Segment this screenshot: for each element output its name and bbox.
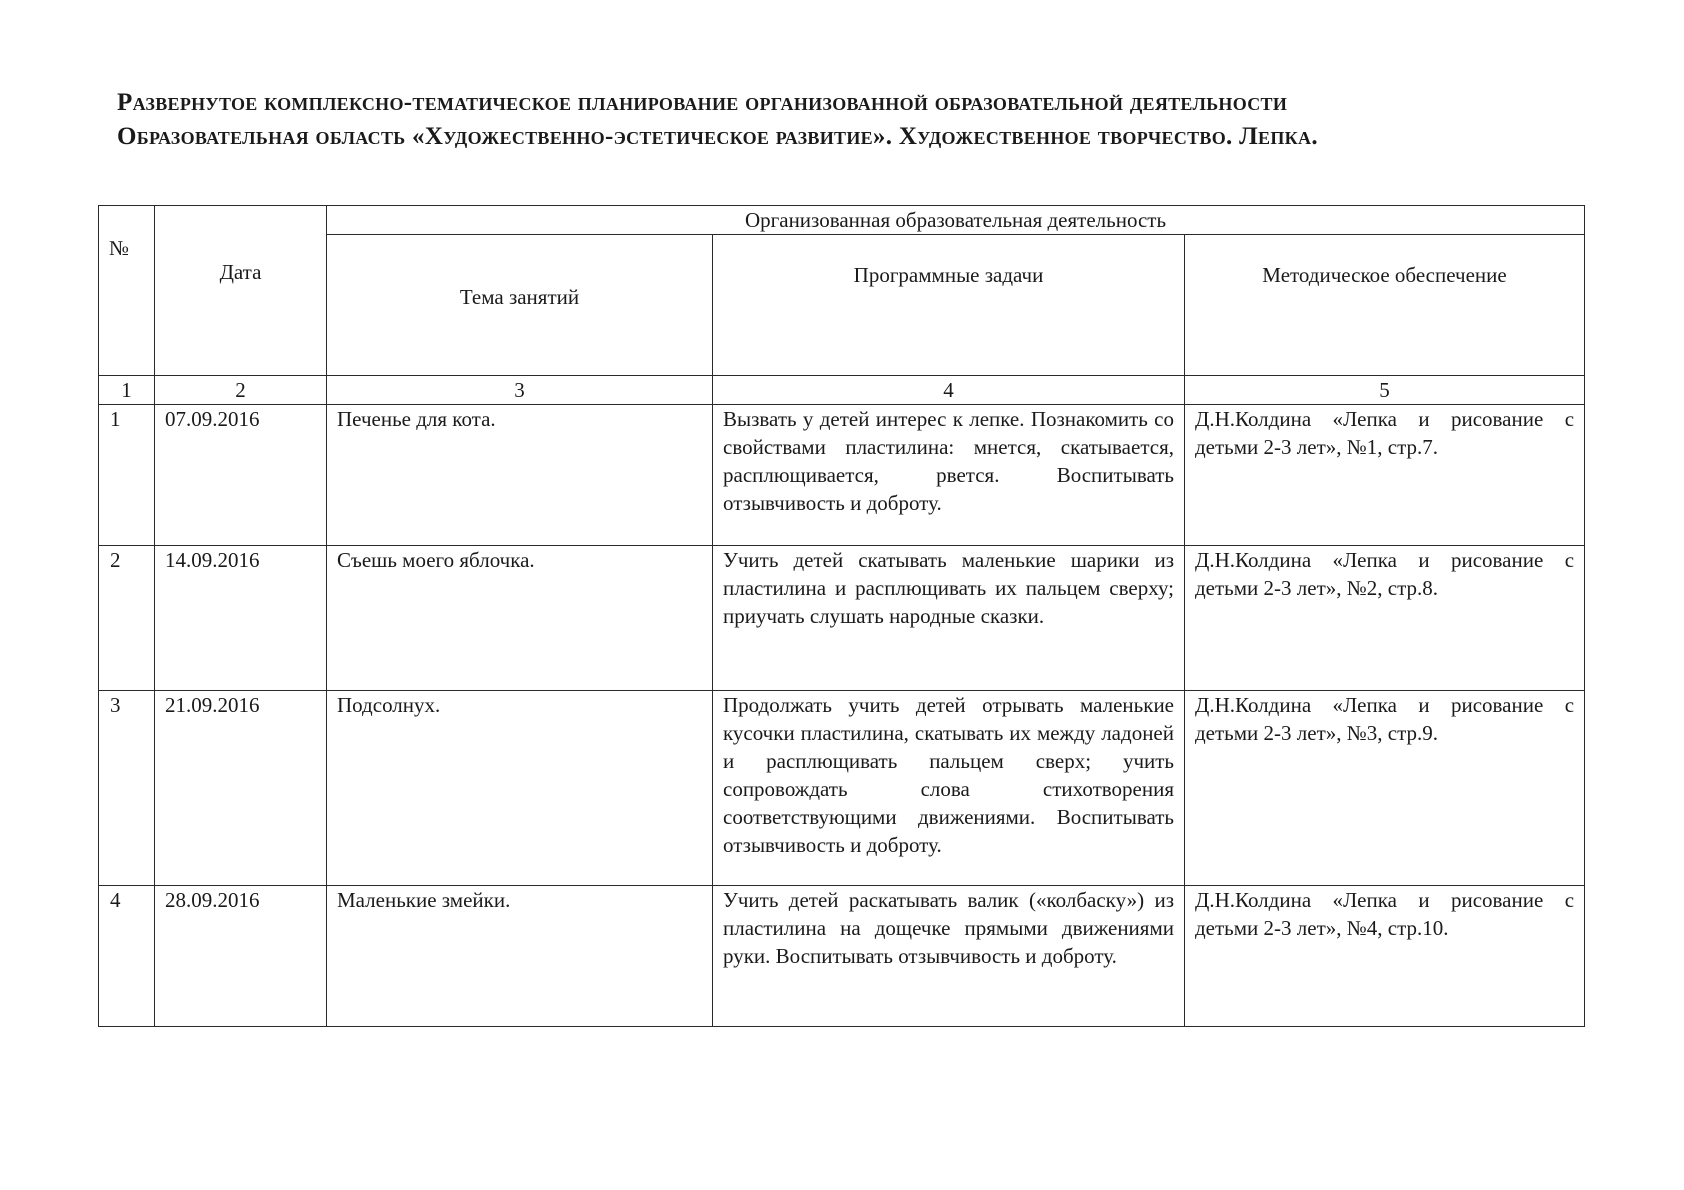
table-row: [99, 691, 1585, 886]
table-row: [99, 405, 1585, 546]
row-tasks: Учить детей раскатывать валик («колбаску») из пластилина на дощечке прямыми движениями руки. Воспитывать отзывчивость и доброту.: [713, 886, 1185, 1027]
column-number: 5: [1185, 376, 1585, 405]
document-title: Развернутое комплексно-тематическое планирование организованной образовательной деятельности: [117, 89, 1288, 116]
header-tasks: Программные задачи: [713, 235, 1185, 376]
row-date: 28.09.2016: [155, 886, 327, 1027]
header-date: Дата: [155, 206, 327, 376]
row-date: 21.09.2016: [155, 691, 327, 886]
row-tasks: Вызвать у детей интерес к лепке. Познакомить со свойствами пластилина: мнется, скатывается, расплющивается, рвется. Воспитывать отзывчивость и доброту.: [713, 405, 1185, 546]
column-number: 4: [713, 376, 1185, 405]
header-methods: Методическое обеспечение: [1185, 235, 1585, 376]
column-number: 2: [155, 376, 327, 405]
header-topic: Тема занятий: [327, 235, 713, 376]
row-topic: Печенье для кота.: [327, 405, 713, 546]
column-number: 3: [327, 376, 713, 405]
row-topic: Съешь моего яблочка.: [327, 546, 713, 691]
row-tasks: Продолжать учить детей отрывать маленькие кусочки пластилина, скатывать их между ладоней и расплющивать пальцем сверх; учить сопровождать слова стихотворения соответствующими движениями. Воспитывать отзывчивость и доброту.: [713, 691, 1185, 886]
row-methods: Д.Н.Колдина «Лепка и рисование с детьми 2-3 лет», №3, стр.9.: [1185, 691, 1585, 886]
document-subtitle: Образовательная область «Художественно-эстетическое развитие». Художественное творчество. Лепка.: [117, 123, 1318, 150]
row-methods: Д.Н.Колдина «Лепка и рисование с детьми 2-3 лет», №2, стр.8.: [1185, 546, 1585, 691]
table-row: [99, 546, 1585, 691]
row-topic: Маленькие змейки.: [327, 886, 713, 1027]
row-number: 3: [99, 691, 155, 886]
row-number: 4: [99, 886, 155, 1027]
planning-table: [98, 205, 1585, 1027]
header-group: Организованная образовательная деятельность: [327, 206, 1585, 235]
row-date: 07.09.2016: [155, 405, 327, 546]
row-methods: Д.Н.Колдина «Лепка и рисование с детьми 2-3 лет», №1, стр.7.: [1185, 405, 1585, 546]
row-methods: Д.Н.Колдина «Лепка и рисование с детьми 2-3 лет», №4, стр.10.: [1185, 886, 1585, 1027]
row-number: 2: [99, 546, 155, 691]
column-number: 1: [99, 376, 155, 405]
table-row: [99, 886, 1585, 1027]
row-date: 14.09.2016: [155, 546, 327, 691]
row-number: 1: [99, 405, 155, 546]
row-tasks: Учить детей скатывать маленькие шарики из пластилина и расплющивать их пальцем сверху; приучать слушать народные сказки.: [713, 546, 1185, 691]
column-number-row: [99, 376, 1585, 405]
header-num: №: [99, 206, 155, 376]
row-topic: Подсолнух.: [327, 691, 713, 886]
header-row-1: [99, 206, 1585, 235]
